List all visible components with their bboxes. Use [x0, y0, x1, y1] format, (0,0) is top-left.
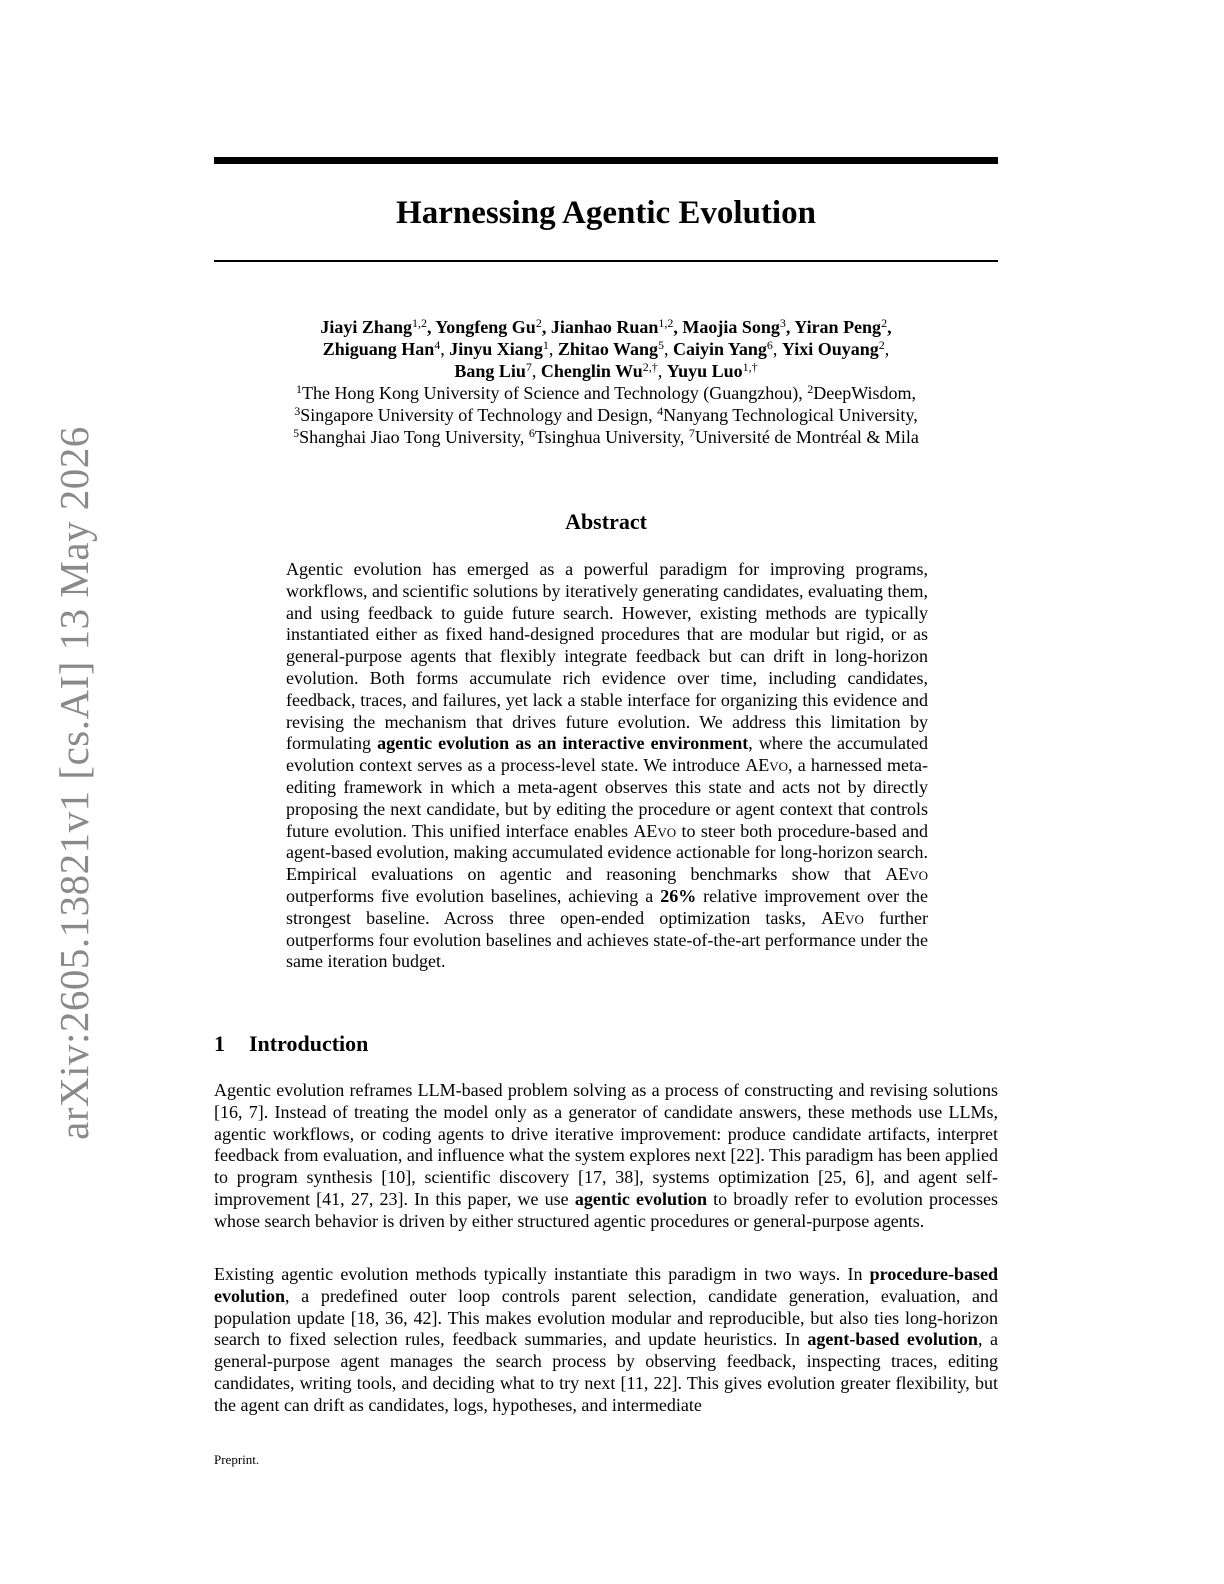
abstract-text: Agentic evolution has emerged as a powerful paradigm for improving programs, workflows, and scientific solutions by iteratively generating candidates, evaluating them, and using feedback to guide future search. However, existing methods are typically instantiated either as fixed hand-designed procedures that are modular but rigid, or as general-purpose agents that flexibly integrate feedback but can drift in long-horizon evolution. Both forms accumulate rich evidence over time, including candidates, feedback, traces, and failures, yet lack a stable interface for organizing this evidence and revising the mechanism that drives future evolution. We address this limitation by formulating: [286, 559, 928, 754]
section-number: 1: [214, 1031, 225, 1056]
paragraph-text: , a general-purpose agent manages the search process by observing feedback, inspecting traces, editing candidates, writing tools, and deciding what to try next [11, 22]. This gives evolution greater flexibility, but the agent can drift as candidates, logs, hypotheses, and intermediate: [214, 1329, 998, 1415]
author-name: Caiyin Yang: [673, 339, 767, 359]
author-name: Jiayi Zhang: [320, 317, 412, 337]
author-affil-sup: 2: [878, 338, 885, 352]
affiliation-line-1: [214, 382, 998, 404]
author-affil-sup: 2: [535, 316, 542, 330]
intro-paragraph-1: [214, 1080, 998, 1233]
abstract-text: relative improvement over the strongest baseline. Across three open-ended optimization tasks,: [286, 885, 928, 928]
affiliation-line-3: [214, 426, 998, 448]
footer-note: Preprint.: [214, 1452, 260, 1467]
author-affil-sup: 2,†: [642, 360, 658, 374]
affiliation-name: Shanghai Jiao Tong University,: [299, 427, 529, 447]
author-line-1: [214, 316, 998, 338]
paper-title: Harnessing Agentic Evolution: [396, 195, 816, 231]
affiliation-name: The Hong Kong University of Science and Technology (Guangzhou),: [301, 383, 808, 403]
author-name: Zhiguang Han: [322, 339, 435, 359]
author-name: Bang Liu: [454, 361, 526, 381]
author-sep: ,: [440, 339, 450, 359]
title-bottom-rule: [214, 260, 998, 262]
author-line-2: [214, 338, 998, 360]
affiliation-name: Singapore University of Technology and Design,: [300, 405, 658, 425]
author-affil-sup: 3: [779, 316, 786, 330]
affiliation-sup: 4: [657, 404, 664, 418]
author-sep: ,: [548, 339, 558, 359]
paragraph-text: to broadly refer to evolution processes whose search behavior is driven by either structured agentic procedures or general-purpose agents.: [214, 1188, 998, 1231]
affiliation-sup: 6: [528, 426, 535, 440]
affiliation-name: Nanyang Technological University,: [663, 405, 918, 425]
author-name: Yongfeng Gu: [435, 317, 536, 337]
author-affil-sup: 7: [525, 360, 532, 374]
arxiv-identifier: arXiv:2605.13821v1 [cs.AI] 13 May 2026: [51, 426, 97, 1140]
author-affil-sup: 1: [542, 338, 549, 352]
paragraph-emphasis: agent-based evolution: [807, 1329, 978, 1350]
title-top-rule: [214, 157, 998, 164]
author-name: Maojia Song: [682, 317, 780, 337]
affiliation-name: Université de Montréal & Mila: [694, 427, 919, 447]
paragraph-text: Agentic evolution reframes LLM-based problem solving as a process of constructing and revising solutions [16, 7]. Instead of treating the model only as a generator of candidate answers, these methods use LLMs, agentic workflows, or coding agents to drive iterative improvement: produce candidate artifacts, interpret feedback from evaluation, and influence what the system explores next [22]. This paradigm has been applied to program synthesis [10], scientific discovery [17, 38], systems optimization [25, 6], and agent self-improvement [41, 27, 23]. In this paper, we use: [214, 1080, 998, 1209]
abstract-text: , a harnessed meta-editing framework in which a meta-agent observes this state and acts not by directly proposing the next candidate, but by editing the procedure or agent context that controls future evolution. This unified interface enables: [286, 755, 929, 841]
author-name: Yuyu Luo: [666, 361, 743, 381]
affiliation-sup: 2: [807, 382, 814, 396]
method-name: AEvo: [885, 864, 928, 885]
author-name: Yixi Ouyang: [781, 339, 879, 359]
paragraph-text: Existing agentic evolution methods typically instantiate this paradigm in two ways. In: [214, 1264, 870, 1284]
affiliation-name: DeepWisdom,: [813, 383, 917, 403]
author-sep: ,: [884, 339, 890, 359]
section-title: Introduction: [249, 1031, 369, 1056]
author-name: Jianhao Ruan: [550, 317, 659, 337]
author-affil-sup: 2: [881, 316, 888, 330]
abstract-emphasis: agentic evolution as an interactive environment: [377, 733, 749, 754]
abstract-body: [286, 559, 928, 973]
method-name: AEvo: [633, 820, 677, 841]
author-name: Chenglin Wu: [540, 361, 643, 381]
abstract-text: further outperforms four evolution baselines and achieves state-of-the-art performance under the same iteration budget.: [286, 907, 928, 972]
author-sep: ,: [887, 317, 892, 337]
author-line-3: [214, 360, 998, 382]
author-affil-sup: 5: [658, 338, 665, 352]
author-sep: ,: [673, 317, 683, 337]
method-name: AEvo: [745, 755, 789, 776]
author-affil-sup: 6: [766, 338, 773, 352]
author-sep: ,: [541, 317, 551, 337]
author-affil-sup: 4: [434, 338, 441, 352]
intro-paragraph-2: [214, 1264, 998, 1417]
affiliation-line-2: [214, 404, 998, 426]
affiliation-name: Tsinghua University,: [534, 427, 689, 447]
author-sep: ,: [785, 317, 795, 337]
author-name: Zhitao Wang: [557, 339, 659, 359]
affiliation-sup: 1: [295, 382, 302, 396]
affiliation-sup: 5: [293, 426, 300, 440]
author-sep: ,: [664, 339, 674, 359]
author-sep: ,: [426, 317, 436, 337]
author-sep: ,: [772, 339, 782, 359]
affiliation-sup: 3: [294, 404, 301, 418]
author-affil-sup: 1,†: [742, 360, 758, 374]
author-sep: ,: [531, 361, 541, 381]
author-affil-sup: 1,2: [658, 316, 674, 330]
paragraph-text: , a predefined outer loop controls parent selection, candidate generation, evaluation, and population update [18, 36, 42]. This makes evolution modular and reproducible, but also ties long-horizon search to fixed selection rules, feedback summaries, and update heuristics. In: [214, 1285, 998, 1350]
author-sep: ,: [657, 361, 667, 381]
author-name: Yiran Peng: [794, 317, 882, 337]
author-name: Jinyu Xiang: [449, 339, 543, 359]
abstract-emphasis: 26%: [660, 885, 697, 906]
affiliation-sup: 7: [688, 426, 695, 440]
paragraph-emphasis: agentic evolution: [574, 1188, 707, 1209]
abstract-text: outperforms five evolution baselines, achieving a: [286, 885, 661, 906]
paragraph-emphasis: procedure-based evolution: [214, 1264, 998, 1306]
section-heading-introduction: [214, 1030, 998, 1058]
abstract-text: to steer both procedure-based and agent-based evolution, making accumulated evidence actionable for long-horizon search. Empirical evaluations on agentic and reasoning benchmarks show that: [286, 820, 928, 885]
method-name: AEvo: [821, 907, 864, 928]
abstract-text: , where the accumulated evolution context serves as a process-level state. We introduce: [286, 733, 928, 776]
author-block: [214, 316, 998, 448]
author-affil-sup: 1,2: [411, 316, 427, 330]
abstract-heading: Abstract: [565, 509, 647, 534]
